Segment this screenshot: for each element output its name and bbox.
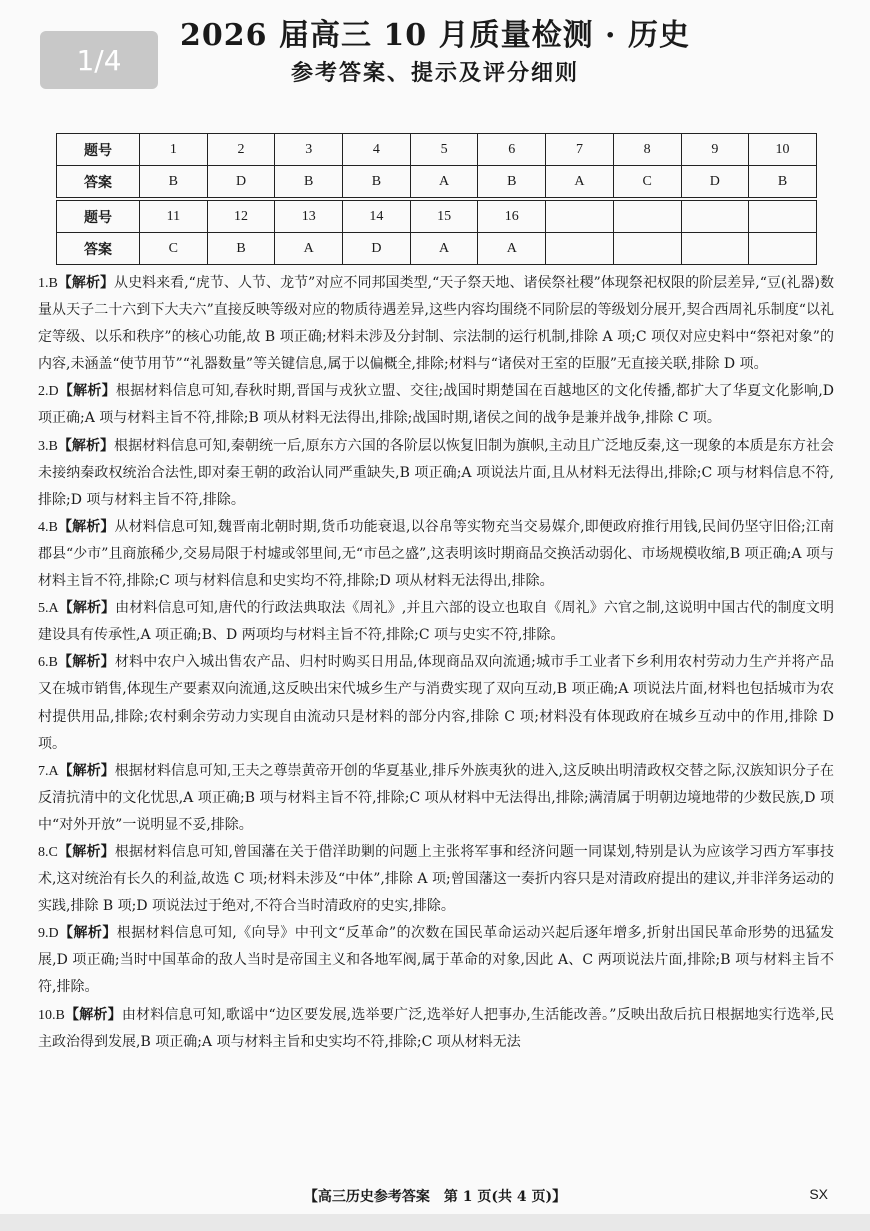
question-answer-label: 8.C: [38, 844, 58, 860]
analysis-tag: 【解析】: [57, 275, 115, 291]
explanation-text: 根据材料信息可知,秦朝统一后,原东方六国的各阶层以恢复旧制为旗帜,主动且广泛地反秦,这一现象的本质是东方社会未接纳秦政权统治合法性,即对秦王朝的政治认同严重缺失,B 项正确;A 项说法片面,且从材料无法得出,排除;C 项与材料信息不符,排除;D 项与材料主旨不符,排除。: [38, 437, 834, 508]
question-number: 16: [478, 201, 546, 233]
answer-row: [57, 166, 817, 198]
explanation-item: [38, 920, 834, 1001]
question-answer-label: 5.A: [38, 601, 59, 617]
analysis-tag: 【解析】: [58, 600, 116, 617]
question-number: 8: [613, 134, 681, 166]
document-subtitle: 参考答案、提示及评分细则: [290, 60, 579, 86]
question-number: 11: [140, 201, 208, 233]
question-answer-label: 10.B: [38, 1007, 65, 1023]
question-answer-label: 7.A: [38, 763, 59, 779]
question-answer-label: 2.D: [38, 384, 59, 400]
answer-cell: D: [681, 166, 749, 198]
explanation-item: [38, 378, 834, 432]
analysis-tag: 【解析】: [58, 762, 115, 779]
analysis-tag: 【解析】: [57, 654, 115, 671]
question-number: 10: [749, 134, 817, 166]
explanation-text: 根据材料信息可知,王夫之尊崇黄帝开创的华夏基业,排斥外族夷狄的进入,这反映出明清政权交替之际,汉族知识分子在反清抗清中的文化忧思,A 项正确;B 项与材料主旨不符,排除;C 项从材料中无法得出,排除;满清属于明朝边境地带的少数民族,D 项中“对外开放”一说明显不妥,排除。: [38, 762, 834, 833]
analysis-tag: 【解析】: [58, 925, 117, 942]
question-answer-label: 3.B: [38, 438, 58, 454]
answer-cell: C: [140, 233, 208, 265]
question-number: 13: [275, 201, 343, 233]
answer-cell: D: [207, 166, 275, 198]
answer-cell: B: [343, 166, 411, 198]
answer-cell: [681, 233, 749, 265]
answer-cell: A: [546, 166, 614, 198]
explanation-text: 根据材料信息可知,曾国藩在关于借洋助剿的问题上主张将军事和经济问题一同谋划,特别是认为应该学习西方军事技术,这对统治有长久的利益,故选 C 项;材料未涉及“中体”,排除 A 项;曾国藩这一奏折内容只是对清政府提出的建议,并非洋务运动的实践,排除 B 项;D 项说法过于绝对,不符合当时清政府的史实,排除。: [38, 843, 835, 915]
answer-cell: B: [749, 166, 817, 198]
analysis-tag: 【解析】: [58, 383, 116, 400]
question-number: 9: [681, 134, 749, 166]
answer-cell: [546, 233, 614, 265]
question-answer-label: 6.B: [38, 655, 58, 671]
answer-row: [57, 233, 817, 265]
question-number: 14: [343, 201, 411, 233]
answer-cell: B: [275, 166, 343, 198]
question-number: [681, 201, 749, 233]
explanation-text: 从材料信息可知,魏晋南北朝时期,货币功能衰退,以谷帛等实物充当交易媒介,即便政府推行用钱,民间仍坚守旧俗;江南郡县“少市”且商旅稀少,交易局限于村墟或邻里间,无“市邑之盛”,这表明该时期商品交换活动弱化、市场规模收缩,B 项正确;A 项与材料主旨不符,排除;C 项与材料信息和史实均不符,排除;D 项从材料无法得出,排除。: [38, 518, 834, 590]
question-number: 7: [546, 134, 614, 166]
question-number: [613, 201, 681, 233]
explanation-text: 根据材料信息可知,《向导》中刊文“反革命”的次数在国民革命运动兴起后逐年增多,折射出国民革命形势的迅猛发展,D 项正确;当时中国革命的敌人当时是帝国主义和各地军阀,属于革命的对象,因此 A、C 两项说法片面,排除;B 项与材料主旨不符,排除。: [38, 925, 835, 996]
explanation-text: 材料中农户入城出售农产品、归村时购买日用品,体现商品双向流通;城市手工业者下乡利用农村劳动力生产并将产品又在城市销售,体现生产要素双向流通,这反映出宋代城乡生产与消费实现了双向互动,B 项正确;A 项说法片面,材料也包括城市为农村提供用品,排除;农村剩余劳动力实现自由流动只是材料的部分内容,排除 C 项;材料没有体现政府在城乡互动中的作用,排除 D 项。: [38, 654, 834, 752]
analysis-tag: 【解析】: [57, 437, 115, 454]
answer-cell: [613, 233, 681, 265]
explanation-text: 从史料来看,“虎节、人节、龙节”对应不同邦国类型,“天子祭天地、诸侯祭社稷”体现祭祀权限的阶层差异,“豆(礼器)数量从天子二十六到下大夫六”直接反映等级对应的物质待遇差异,这些内容均围绕不同阶层的等级划分展开,契合西周礼乐制度“以礼定等级、以乐和秩序”的核心功能,故 B 项正确;材料未涉及分封制、宗法制的运行机制,排除 A 项;C 项仅对应史料中“祭祀对象”的内容,未涵盖“使节用节”“礼器数量”等关键信息,属于以偏概全,排除;材料与“诸侯对王室的臣服”无直接关联,排除 D 项。: [38, 275, 835, 373]
question-number: 2: [207, 134, 275, 166]
question-number: [546, 201, 614, 233]
analysis-tag: 【解析】: [57, 518, 115, 535]
footer-code: SX: [809, 1186, 828, 1202]
answer-cell: A: [410, 166, 478, 198]
question-answer-label: 1.B: [38, 276, 58, 291]
page-indicator-badge: 1/4: [40, 31, 158, 89]
answer-cell: D: [343, 233, 411, 265]
question-answer-label: 9.D: [38, 926, 59, 942]
page-bottom-edge: [0, 1214, 870, 1231]
question-number: 5: [410, 134, 478, 166]
answer-cell: B: [140, 166, 208, 198]
answer-table-1: [56, 133, 817, 198]
explanation-item: [38, 1002, 834, 1056]
answer-cell: B: [207, 233, 275, 265]
explanation-item: [38, 649, 834, 757]
answer-cell: B: [478, 166, 546, 198]
explanation-item: [38, 433, 834, 514]
explanation-item: [38, 758, 834, 839]
answer-cell: A: [275, 233, 343, 265]
answer-cell: A: [410, 233, 478, 265]
question-number-row: [57, 134, 817, 166]
explanation-text: 由材料信息可知,歌谣中“边区要发展,选举要广泛,选举好人把事办,生活能改善。”反映出敌后抗日根据地实行选举,民主政治得到发展,B 项正确;A 项与材料主旨和史实均不符,排除;C 项从材料无法: [38, 1006, 835, 1050]
explanation-item: [38, 270, 834, 378]
question-answer-label: 4.B: [38, 519, 58, 535]
explanation-item: [38, 839, 834, 920]
row-label-answer: 答案: [57, 233, 140, 265]
row-label-question: 题号: [57, 134, 140, 166]
question-number: 12: [207, 201, 275, 233]
answer-table-2: [56, 200, 817, 265]
row-label-question: 题号: [57, 201, 140, 233]
answer-cell: C: [613, 166, 681, 198]
explanation-item: [38, 514, 834, 595]
page-footer: 【高三历史参考答案 第 1 页(共 4 页)】: [303, 1189, 567, 1205]
row-label-answer: 答案: [57, 166, 140, 198]
explanation-text: 由材料信息可知,唐代的行政法典取法《周礼》,并且六部的设立也取自《周礼》六官之制,这说明中国古代的制度文明建设具有传承性,A 项正确;B、D 两项均与材料主旨不符,排除;C 项与史实不符,排除。: [38, 600, 834, 644]
question-number: 6: [478, 134, 546, 166]
question-number: 3: [275, 134, 343, 166]
question-number: 15: [410, 201, 478, 233]
question-number-row: [57, 201, 817, 233]
question-number: 4: [343, 134, 411, 166]
question-number: 1: [140, 134, 208, 166]
document-title: 2026 届高三 10 月质量检测 · 历史: [180, 18, 690, 53]
answer-cell: A: [478, 233, 546, 265]
answer-cell: [749, 233, 817, 265]
explanations-section: [38, 270, 834, 1056]
explanation-item: [38, 595, 834, 649]
analysis-tag: 【解析】: [64, 1006, 122, 1023]
explanation-text: 根据材料信息可知,春秋时期,晋国与戎狄立盟、交往;战国时期楚国在百越地区的文化传播,都扩大了华夏文化影响,D 项正确;A 项与材料主旨不符,排除;B 项从材料无法得出,排除;战国时期,诸侯之间的战争是兼并战争,排除 C 项。: [38, 383, 834, 427]
analysis-tag: 【解析】: [57, 843, 115, 860]
question-number: [749, 201, 817, 233]
